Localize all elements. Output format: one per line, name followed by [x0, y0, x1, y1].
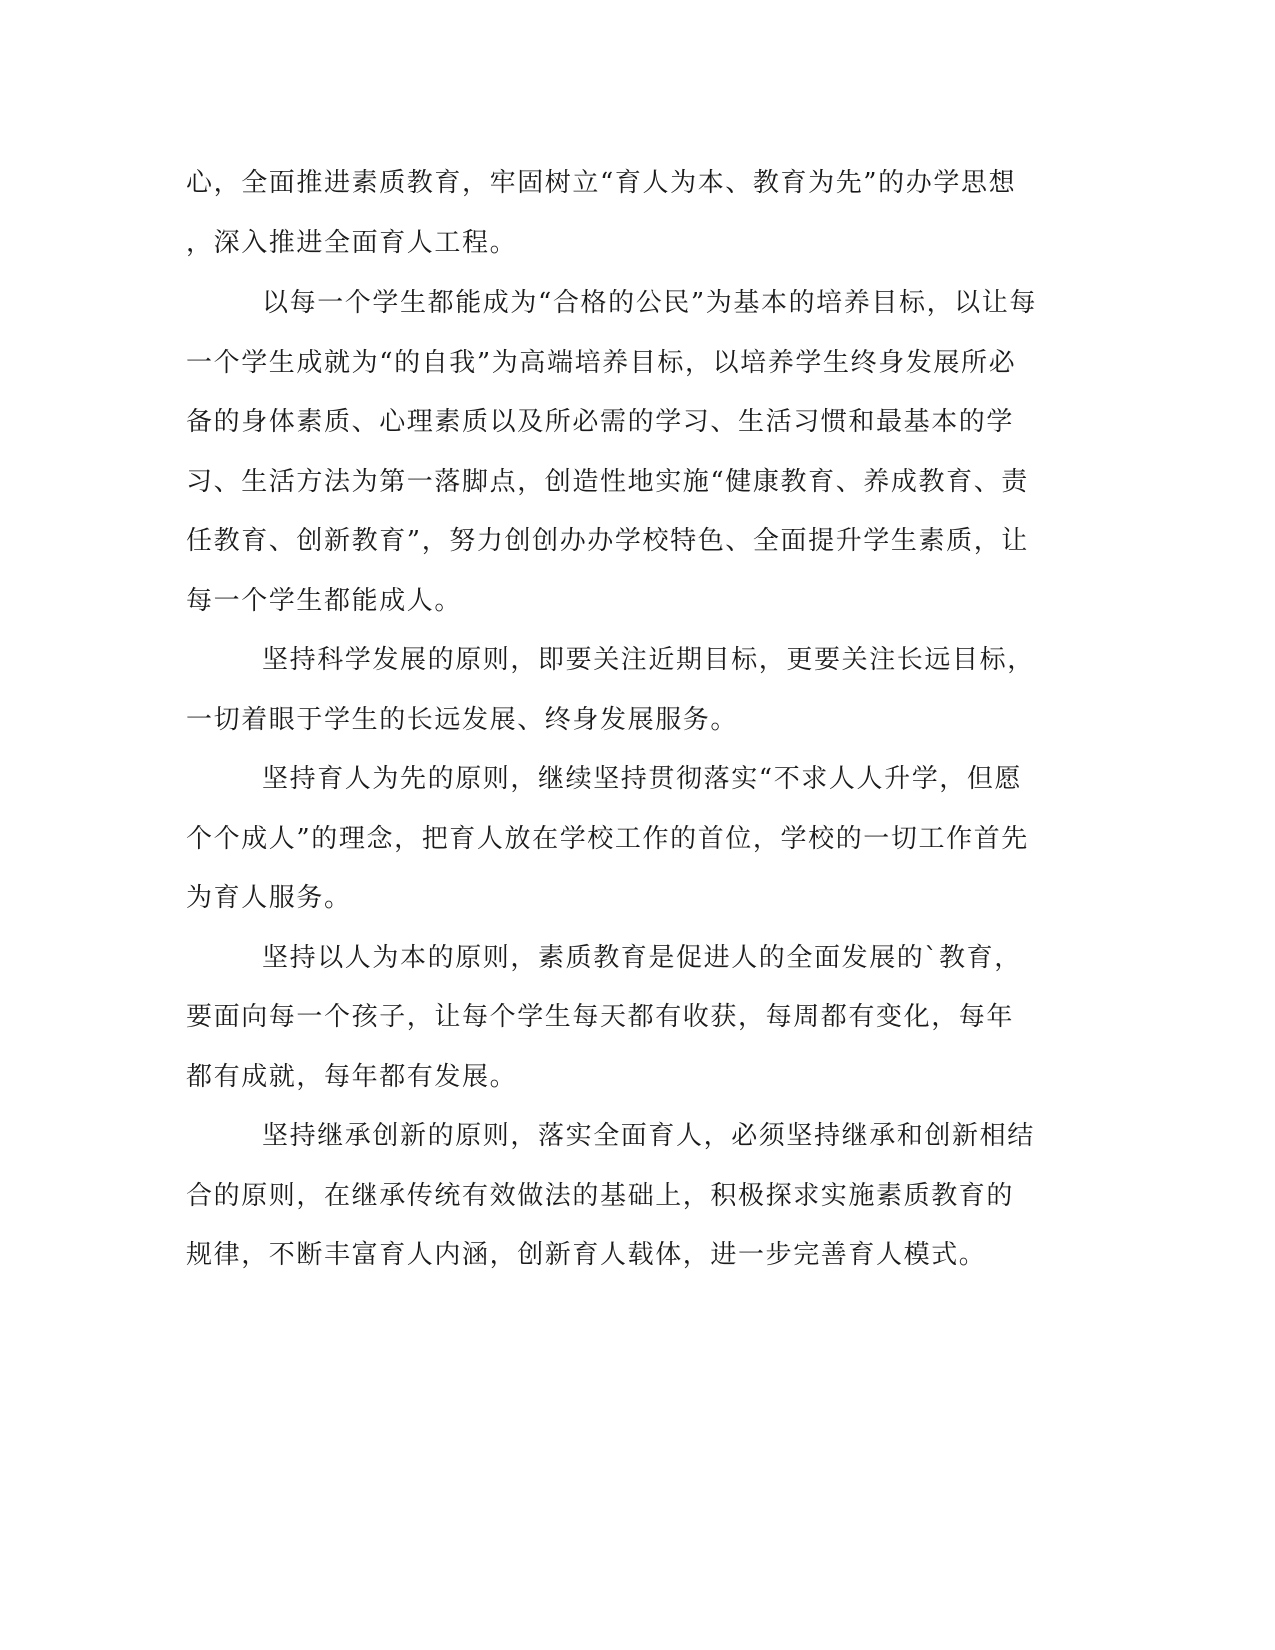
text-line: 都有成就，每年都有发展。	[186, 1062, 518, 1092]
text-line: 一切着眼于学生的长远发展、终身发展服务。	[186, 705, 739, 735]
text-line: 规律，不断丰富育人内涵，创新育人载体，进一步完善育人模式。	[186, 1240, 987, 1270]
text-line: 个个成人”的理念，把育人放在学校工作的首位，学校的一切工作首先	[186, 824, 1029, 854]
text-line: 合的原则，在继承传统有效做法的基础上，积极探求实施素质教育的	[186, 1181, 1015, 1211]
text-line: 为育人服务。	[186, 883, 352, 913]
text-line: 任教育、创新教育”，努力创创办办学校特色、全面提升学生素质，让	[186, 526, 1029, 556]
paragraph-first-line: 坚持育人为先的原则，继续坚持贯彻落实“不求人人升学，但愿	[262, 764, 1023, 794]
text-line: 心，全面推进素质教育，牢固树立“育人为本、教育为先”的办学思想	[186, 168, 1017, 198]
paragraph-first-line: 以每一个学生都能成为“合格的公民”为基本的培养目标，以让每	[262, 288, 1037, 318]
text-line: 一个学生成就为“的自我”为高端培养目标，以培养学生终身发展所必	[186, 348, 1017, 378]
paragraph-first-line: 坚持科学发展的原则，即要关注近期目标，更要关注长远目标，	[262, 645, 1035, 675]
text-line: ，深入推进全面育人工程。	[186, 228, 518, 258]
text-line: 习、生活方法为第一落脚点，创造性地实施“健康教育、养成教育、责	[186, 467, 1029, 497]
text-line: 每一个学生都能成人。	[186, 586, 463, 616]
paragraph-first-line: 坚持继承创新的原则，落实全面育人，必须坚持继承和创新相结	[262, 1121, 1035, 1151]
text-line: 要面向每一个孩子，让每个学生每天都有收获，每周都有变化，每年	[186, 1002, 1015, 1032]
paragraph-first-line: 坚持以人为本的原则，素质教育是促进人的全面发展的`教育，	[262, 943, 1022, 973]
text-line: 备的身体素质、心理素质以及所必需的学习、生活习惯和最基本的学	[186, 407, 1015, 437]
